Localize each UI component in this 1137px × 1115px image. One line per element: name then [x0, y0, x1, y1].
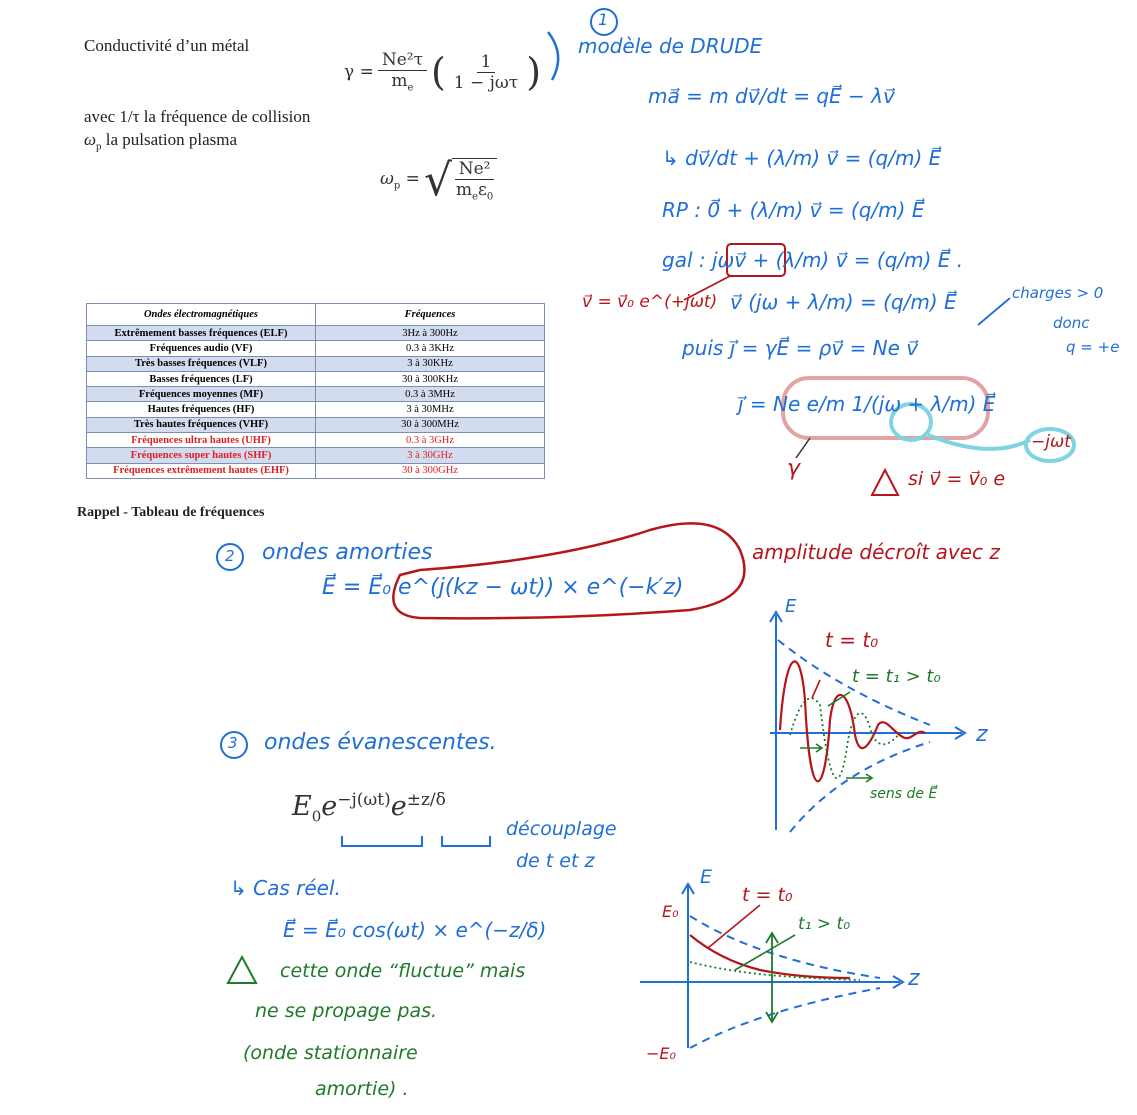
- conductivity-title: Conductivité d’un métal: [84, 36, 250, 55]
- drude-title: modèle de DRUDE: [578, 34, 763, 58]
- drude-gamma: γ: [787, 456, 801, 481]
- wave-category-cell: Fréquences moyennes (MF): [87, 387, 316, 402]
- warn-line-2: ne se propage pas.: [255, 1000, 438, 1022]
- frequency-range-cell: 3 à 30MHz: [316, 402, 545, 417]
- plasma-line: $\omega_p$ la pulsation plasma: [84, 130, 238, 153]
- evanescent-title: ondes évanescentes.: [264, 730, 497, 755]
- wave-category-cell: Fréquences audio (VF): [87, 341, 316, 356]
- det-label: de t et z: [516, 850, 595, 872]
- wave-category-cell: Fréquences extrêmement hautes (EHF): [87, 463, 316, 478]
- evanescent-formula: $E_0e^{-j(\omega t)}e^{\pm z/\delta}$: [292, 790, 446, 826]
- drude-eq3: v⃗ (jω + λ/m) = (q/m) E⃗: [730, 290, 957, 314]
- drude-mjwt: −jωt: [1031, 432, 1071, 452]
- frequency-range-cell: 3 à 30GHz: [316, 448, 545, 463]
- frequency-range-cell: 0.3 à 3GHz: [316, 433, 545, 448]
- warning-triangle-1: [872, 470, 898, 495]
- g1-E-label: E: [785, 596, 797, 617]
- damped-title: ondes amorties: [262, 540, 433, 565]
- gamma-pointer: [796, 438, 810, 458]
- gamma-den: $m_e$: [391, 71, 414, 94]
- gamma-lhs: γ =: [344, 62, 374, 82]
- wave-category-cell: Fréquences ultra hautes (UHF): [87, 433, 316, 448]
- table-header-waves: Ondes électromagnétiques: [87, 304, 316, 326]
- frequency-range-cell: 30 à 300GHz: [316, 463, 545, 478]
- damped-eq: E⃗ = E⃗₀ e^(j(kz − ωt)) × e^(−k′z): [322, 575, 684, 600]
- g1-arrow-small: [800, 744, 822, 752]
- circle-1-number: 1: [598, 10, 609, 29]
- g1-sens-label: sens de E⃗: [870, 786, 938, 802]
- drude-warning: si v⃗ = v⃗₀ e: [908, 468, 1006, 490]
- circle-3-number: 3: [228, 734, 238, 752]
- gamma-paren-num: 1: [477, 52, 496, 73]
- g2-z-label: z: [908, 966, 920, 991]
- omega-num: Ne²: [455, 159, 495, 180]
- omega-formula: $\omega_p$ = √ $\frac{\text{Ne²}}{m_e\varepsilon_0}$: [380, 155, 501, 206]
- g2-t1-pointer: [735, 935, 795, 970]
- collision-line: avec 1/τ la fréquence de collision: [84, 107, 311, 126]
- warn-line-3: (onde stationnaire: [243, 1042, 418, 1064]
- frequency-range-cell: 30 à 300KHz: [316, 371, 545, 386]
- cas-reel-eq: E⃗ = E⃗₀ cos(ωt) × e^(−z/δ): [283, 918, 547, 942]
- charges-pointer: [978, 298, 1010, 325]
- cas-reel: ↳ Cas réel.: [230, 876, 341, 900]
- g2-mE0-label: −E₀: [646, 1044, 676, 1063]
- wave-category-cell: Très basses fréquences (VLF): [87, 356, 316, 371]
- gamma-formula: γ = $\frac{\text{Ne²τ}}{m_e}$ ( $\frac{1}{\text{1 − jωτ}}$ ): [344, 50, 542, 94]
- drude-charges: charges > 0: [1012, 284, 1104, 302]
- g1-z-label: z: [976, 722, 988, 747]
- warning-triangle-2: [228, 957, 256, 983]
- g2-E-label: E: [700, 866, 713, 888]
- wave-category-cell: Basses fréquences (LF): [87, 371, 316, 386]
- drude-rp: RP : 0⃗ + (λ/m) v⃗ = (q/m) E⃗: [662, 198, 925, 222]
- frequency-range-cell: 30 à 300MHz: [316, 417, 545, 432]
- drude-qe: q = +e: [1066, 338, 1120, 356]
- g1-t1-label: t = t₁ > t₀: [852, 666, 941, 687]
- drude-puis: puis j⃗ = γE⃗ = ρv⃗ = Ne v⃗: [682, 336, 919, 360]
- omega-den: $m_e\varepsilon_0$: [455, 180, 494, 203]
- g2-envelope-top: [690, 916, 880, 978]
- g2-envelope-bottom: [690, 988, 880, 1048]
- drude-v0: v⃗ = v⃗₀ e^(+jωt): [582, 292, 718, 312]
- g2-t0-pointer: [708, 905, 760, 948]
- bracket-stroke: [548, 32, 558, 80]
- drude-eq1: ma⃗ = m dv⃗/dt = qE⃗ − λv⃗: [648, 84, 895, 108]
- wave-category-cell: Extrêmement basses fréquences (ELF): [87, 326, 316, 341]
- frequency-range-cell: 0.3 à 3KHz: [316, 341, 545, 356]
- frequency-range-cell: 0.3 à 3MHz: [316, 387, 545, 402]
- g2-curve-t0: [690, 935, 850, 978]
- drude-gal: gal : jωv⃗ + (λ/m) v⃗ = (q/m) E⃗ .: [662, 248, 964, 272]
- table-header-freq: Fréquences: [316, 304, 545, 326]
- drude-eq2: ↳ dv⃗/dt + (λ/m) v⃗ = (q/m) E⃗: [662, 146, 942, 170]
- damped-amplitude: amplitude décroît avec z: [752, 540, 1000, 564]
- g2-E0-label: E₀: [662, 902, 679, 921]
- drude-j: j⃗ = Ne e/m 1/(jω + λ/m) E⃗: [738, 392, 996, 416]
- g1-t0-pointer: [812, 680, 820, 698]
- warn-line-4: amortie) .: [315, 1078, 409, 1100]
- g2-t1-label: t₁ > t₀: [798, 914, 851, 934]
- decouplage-label: découplage: [506, 818, 617, 840]
- wave-category-cell: Fréquences super hautes (SHF): [87, 448, 316, 463]
- underbrace-2: [442, 836, 490, 846]
- g2-t0-label: t = t₀: [742, 884, 793, 906]
- wave-category-cell: Hautes fréquences (HF): [87, 402, 316, 417]
- drude-donc: donc: [1053, 314, 1090, 332]
- wave-ring: [393, 523, 744, 618]
- wave-category-cell: Très hautes fréquences (VHF): [87, 417, 316, 432]
- warn-line-1: cette onde “fluctue” mais: [280, 960, 526, 982]
- g1-t0-label: t = t₀: [825, 628, 879, 652]
- underbrace-1: [342, 836, 422, 846]
- g1-sens-arrow: [846, 774, 872, 782]
- rappel-caption: Rappel - Tableau de fréquences: [77, 505, 265, 520]
- circle-2-number: 2: [225, 547, 235, 565]
- frequency-range-cell: 3 à 30KHz: [316, 356, 545, 371]
- gamma-num: Ne²τ: [378, 50, 427, 71]
- frequency-range-cell: 3Hz à 300Hz: [316, 326, 545, 341]
- gamma-paren-den: 1 − jωτ: [453, 72, 519, 93]
